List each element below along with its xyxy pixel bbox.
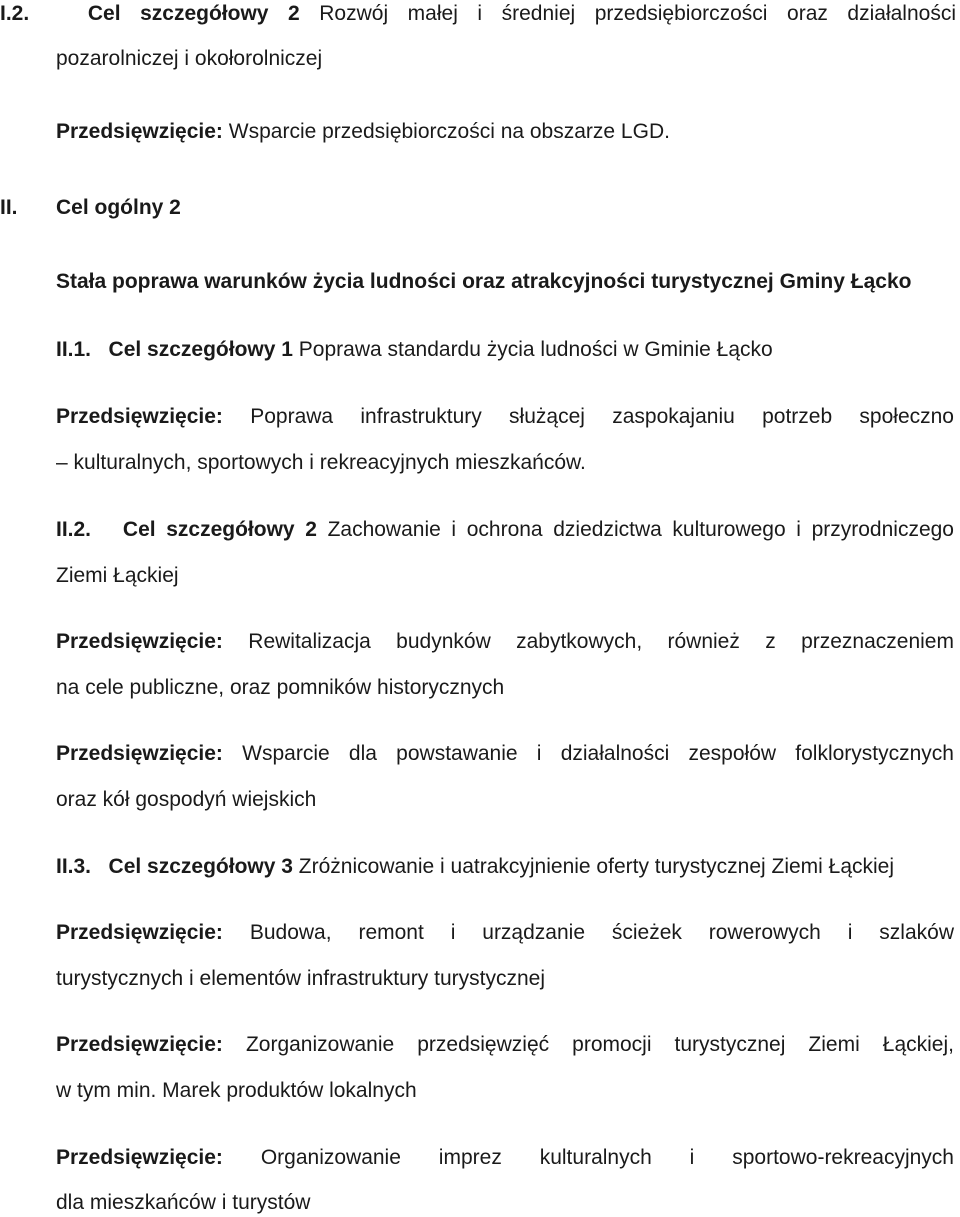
measure-ii3-b-line2: w tym min. Marek produktów lokalnych	[56, 1079, 417, 1102]
measure-label: Przedsięwzięcie:	[56, 921, 223, 944]
measure-label: Przedsięwzięcie:	[56, 630, 223, 653]
section-heading: Cel szczegółowy 2	[122, 518, 317, 541]
measure-text: Organizowanie imprez kulturalnych i sportowo-rekreacyjnych	[260, 1146, 954, 1169]
measure-ii1-line1	[56, 403, 954, 431]
measure-text: Budowa, remont i urządzanie ścieżek rowerowych i szlaków	[249, 921, 954, 944]
measure-label: Przedsięwzięcie:	[56, 1033, 223, 1056]
section-ii2-title-cont: Ziemi Łąckiej	[56, 564, 179, 587]
measure-ii3-a-line2: turystycznych i elementów infrastruktury turystycznej	[56, 967, 545, 990]
section-number: II.	[0, 196, 18, 219]
measure-ii3-c-line2: dla mieszkańców i turystów	[56, 1191, 311, 1214]
measure-label: Przedsięwzięcie:	[56, 405, 223, 428]
measure-i2	[56, 118, 670, 146]
section-ii-title: Cel ogólny 2	[56, 196, 181, 219]
measure-ii3-a-line1	[56, 919, 954, 947]
section-heading: Cel szczegółowy 3	[108, 855, 293, 878]
section-title: Zachowanie i ochrona dziedzictwa kulturowego i przyrodniczego	[327, 518, 954, 541]
section-i2-title-cont: pozarolniczej i okołorolniczej	[56, 47, 323, 70]
section-title: Zróżnicowanie i uatrakcyjnienie oferty turystycznej Ziemi Łąckiej	[298, 855, 895, 878]
section-number: I.2.	[0, 2, 30, 25]
measure-ii2-a-line2: na cele publiczne, oraz pomników historycznych	[56, 676, 505, 699]
measure-label: Przedsięwzięcie:	[56, 1146, 223, 1169]
section-title: Rozwój małej i średniej przedsiębiorczości oraz działalności	[319, 2, 956, 25]
measure-ii3-b-line1	[56, 1031, 954, 1059]
measure-ii2-b-line2: oraz kół gospodyń wiejskich	[56, 788, 317, 811]
measure-ii2-a-line1	[56, 628, 954, 656]
section-title: Poprawa standardu życia ludności w Gminie Łącko	[298, 338, 773, 361]
section-heading: Cel szczegółowy 2	[87, 2, 300, 25]
section-ii-subtitle: Stała poprawa warunków życia ludności oraz atrakcyjności turystycznej Gminy Łącko	[56, 270, 912, 293]
section-ii-heading	[0, 194, 18, 222]
section-ii2-heading	[56, 516, 954, 544]
section-ii3-heading	[56, 853, 894, 881]
measure-text: Poprawa infrastruktury służącej zaspokajaniu potrzeb społeczno	[250, 405, 954, 428]
section-i2-heading	[0, 0, 956, 28]
section-ii1-heading	[56, 336, 773, 364]
measure-text: Wsparcie dla powstawanie i działalności zespołów folklorystycznych	[242, 742, 954, 765]
measure-label: Przedsięwzięcie:	[56, 742, 223, 765]
measure-text: Zorganizowanie przedsięwzięć promocji turystycznej Ziemi Łąckiej,	[245, 1033, 954, 1056]
measure-ii2-b-line1	[56, 740, 954, 768]
section-heading: Cel szczegółowy 1	[108, 338, 293, 361]
measure-ii1-line2: – kulturalnych, sportowych i rekreacyjnych mieszkańców.	[56, 451, 586, 474]
measure-ii3-c-line1	[56, 1144, 954, 1172]
section-number: II.1.	[56, 338, 92, 361]
section-number: II.3.	[56, 855, 92, 878]
measure-label: Przedsięwzięcie:	[56, 120, 223, 143]
measure-text: Rewitalizacja budynków zabytkowych, również z przeznaczeniem	[248, 630, 954, 653]
section-number: II.2.	[56, 518, 92, 541]
measure-text: Wsparcie przedsiębiorczości na obszarze LGD.	[228, 120, 670, 143]
